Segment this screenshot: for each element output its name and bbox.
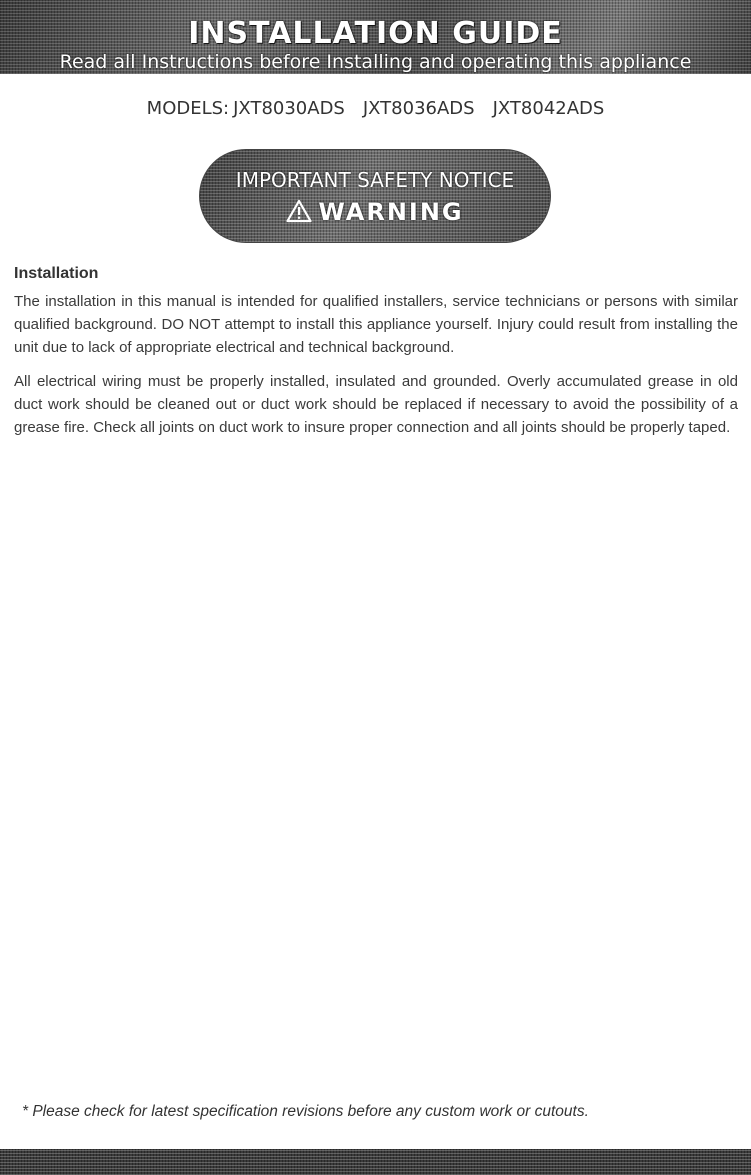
page-subtitle: Read all Instructions before Installing and operating this appliance	[59, 51, 692, 73]
warning-line	[200, 198, 550, 229]
section-heading: Installation	[14, 265, 99, 282]
installation-section	[14, 264, 738, 450]
safety-notice-title: IMPORTANT SAFETY NOTICE	[235, 168, 515, 192]
model-number: JXT8036ADS	[362, 98, 475, 119]
paragraph: The installation in this manual is intended for qualified installers, service technicians or persons with similar qualified background. DO NOT attempt to install this appliance yourself. Injury could result from installing the unit due to lack of appropriate electrical and technical background.	[14, 293, 738, 356]
model-number: JXT8030ADS	[233, 98, 345, 119]
page-title: INSTALLATION GUIDE	[188, 16, 563, 51]
safety-notice-badge	[200, 150, 550, 242]
footer-bar	[0, 1149, 751, 1175]
model-number: JXT8042ADS	[492, 98, 605, 119]
paragraph: All electrical wiring must be properly installed, insulated and grounded. Overly accumulated grease in old duct work should be cleaned out or duct work should be replaced if necessary to avoid the possibility of a grease fire. Check all joints on duct work to insure proper connection and all joints should be properly taped.	[14, 373, 738, 436]
models-line	[0, 98, 751, 120]
footnote: * Please check for latest specification revisions before any custom work or cutouts.	[22, 1103, 589, 1120]
warning-label: WARNING	[318, 198, 464, 226]
warning-triangle-icon	[286, 199, 312, 229]
header-banner	[0, 0, 751, 74]
models-label: MODELS:	[146, 98, 230, 119]
